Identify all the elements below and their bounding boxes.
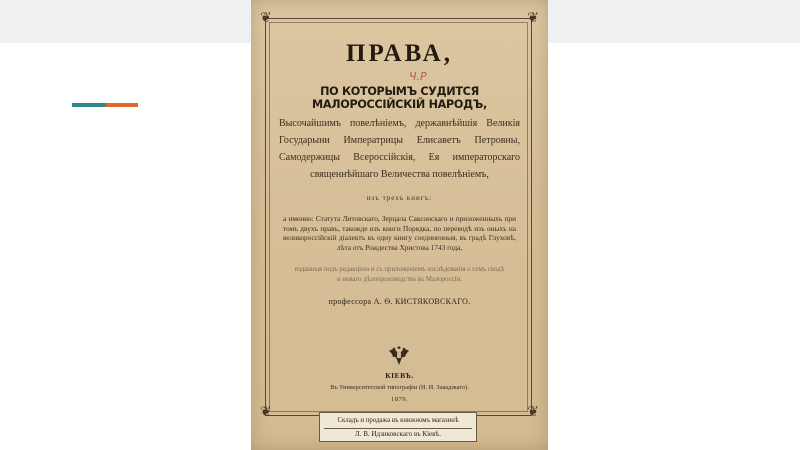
handwritten-note: Ч.Р <box>409 70 427 83</box>
bookseller-stamp <box>319 412 477 442</box>
author-line: профессора А. Ѳ. КИСТЯКОВСКАГО. <box>328 297 471 306</box>
body-paragraph-2: а именно: Статута Литовскаго, Зерцала Саксонскаго и приложенныхъ при томъ двухъ правъ, такожде изъ книги Порядка, по переводѣ изъ оныхъ на великороссійскій діалектъ въ одну книгу соединенныя, въ градѣ Глуховѣ, лѣта отъ Рождества Христова 1743 года, <box>283 214 516 252</box>
small-heading: изъ трехъ книгъ: <box>366 194 433 202</box>
document-subtitle: ПО КОТОРЫМЪ СУДИТСЯ МАЛОРОССІЙСКІЙ НАРОДЪ, <box>312 85 487 111</box>
body-paragraph-1: Высочайшимъ повелѣніемъ, державнѣйшія Великія Государыни Императрицы Елисаветъ Петровны, Самодержицы Всероссійскія, Ея императорскаго священнѣйшаго Величества повелѣніемъ, <box>279 118 520 180</box>
stamp-divider <box>324 428 472 429</box>
accent-bar-teal <box>72 103 106 107</box>
body-paragraph-3: изданныя подъ редакціею и съ приложеніемъ изслѣдованія о семъ сводѣ и новаго дѣлопроизводства въ Малороссіи, <box>294 266 505 283</box>
corner-ornament-icon: ❦ <box>527 11 539 26</box>
document-title: ПРАВА, <box>346 40 453 67</box>
publication-city: КІЕВЪ. <box>385 371 414 380</box>
accent-bar-orange <box>106 103 138 107</box>
double-headed-eagle-icon <box>386 343 412 367</box>
book-title-page-image <box>251 0 548 450</box>
publication-year: 1879. <box>390 396 409 403</box>
corner-ornament-icon: ❦ <box>527 405 539 420</box>
stamp-line-2: Л. В. Идзиковскаго въ Кіевѣ. <box>355 430 441 438</box>
printer-line: Въ Университетской типографіи (И. И. Завадзкаго). <box>330 384 469 391</box>
corner-ornament-icon: ❦ <box>260 11 272 26</box>
stamp-line-1: Складъ и продажа въ книжномъ магазинѣ <box>337 417 459 424</box>
corner-ornament-icon: ❦ <box>260 405 272 420</box>
